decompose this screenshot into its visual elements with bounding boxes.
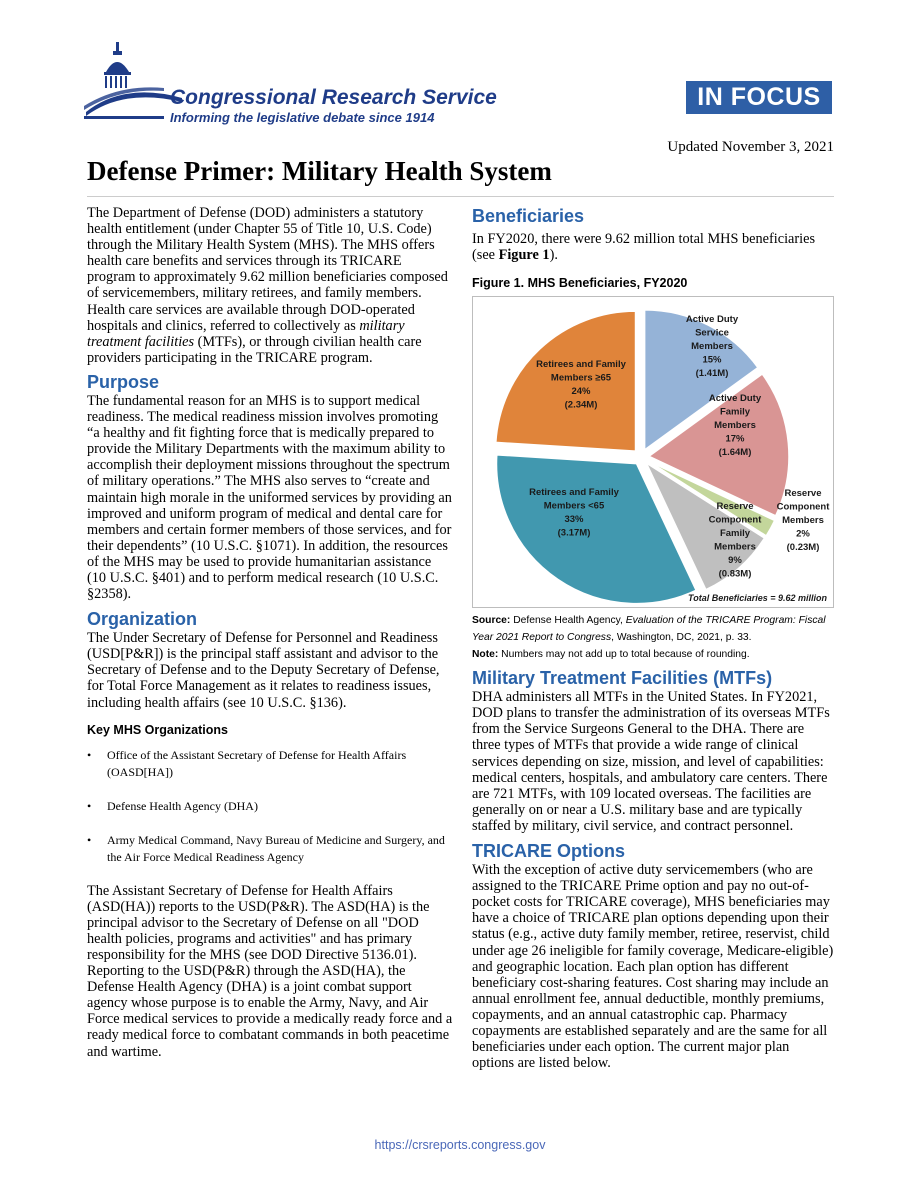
- footer-url-link[interactable]: https://crsreports.congress.gov: [374, 1138, 546, 1152]
- intro-paragraph: The Department of Defense (DOD) administers a statutory health entitlement (under Chapter 55 of Title 10, U.S. Code) through the Military Health System (MHS). The MHS offers health care benefits and services through its TRICARE program to approximately 9.62 million beneficiaries composed of servicemembers, military retirees, and family members. Health care services are available through DOD-operated hospitals and clinics, referred to collectively as military treatment facilities (MTFs), or through civilian health care providers participating in the TRICARE program.: [87, 205, 448, 366]
- purpose-paragraph: The fundamental reason for an MHS is to support medical readiness. The medical readiness mission involves promoting “a healthy and fit fighting force that is medically prepared to provide the Military Departments with the maximum ability to accomplish their deployment missions throughout the spectrum of military operations.” The MHS also serves to “create and maintain high morale in the uniformed services by providing an improved and uniform program of medical and dental care for members and certain former members of those services, and for their dependents” (10 U.S.C. §1071). In addition, the resources of the MHS may be used to provide humanitarian assistance (10 U.S.C. §401) and to perform medical research (10 U.S.C. §2358).: [87, 392, 452, 603]
- slice-label: Active Duty Family Members 17% (1.64M): [708, 393, 762, 459]
- figure-source: Source: Defense Health Agency, Evaluation of the TRICARE Program: Fiscal Year 2021 Report to Congress, Washington, DC, 2021, p. 33.: [472, 615, 826, 644]
- tricare-heading: TRICARE Options: [472, 841, 625, 862]
- mtf-term: military treatment facilities: [87, 317, 405, 350]
- org-name: Congressional Research Service: [170, 86, 497, 109]
- organization-heading: Organization: [87, 609, 198, 630]
- left-column: [87, 205, 453, 1060]
- figure-ref: Figure 1: [498, 247, 550, 264]
- pie-chart-box: [472, 296, 834, 608]
- mtf-paragraph: DHA administers all MTFs in the United States. In FY2021, DOD plans to transfer the administration of its overseas MTFs from the Service Surgeons General to the DHA. There are three types of MTFs that provide a wide range of clinical services depending on size, mission, and level of capabilities: medical centers, hospitals, and ambulatory care centers. There are 721 MTFs, with 109 located overseas. The facilities are generally on or near a U.S. military base and are typically staffed by military, civil service, and contract personnel.: [472, 689, 830, 834]
- title-divider: [87, 196, 834, 197]
- page-title: Defense Primer: Military Health System: [87, 156, 552, 186]
- slice-label: Retirees and Family Members ≥65 24% (2.34M): [536, 359, 626, 411]
- slice-label: Reserve Component Family Members 9% (0.83M): [708, 501, 762, 580]
- key-orgs-heading: Key MHS Organizations: [87, 722, 228, 737]
- figure-note: Note: Numbers may not add up to total because of rounding.: [472, 649, 750, 661]
- bullet-icon: •: [87, 798, 92, 813]
- list-item: • Defense Health Agency (DHA): [87, 798, 258, 813]
- slice-label: Retirees and Family Members <65 33% (3.17M): [529, 487, 619, 539]
- asd-paragraph: The Assistant Secretary of Defense for Health Affairs (ASD(HA)) reports to the USD(P&R). The ASD(HA) is the principal advisor to the Secretary of Defense on all "DOD health policies, programs and activities" and has primary responsibility for the MHS (see DOD Directive 5136.01). Reporting to the USD(P&R) through the ASD(HA), the Defense Health Agency (DHA) is a joint combat support agency whose purpose is to enable the Army, Navy, and Air Force medical services to provide a medically ready force and a ready medical force to combatant commands in both peacetime and wartime.: [87, 882, 453, 1060]
- list-item: • Office of the Assistant Secretary of Defense for Health Affairs (OASD[HA]): [87, 747, 407, 779]
- total-beneficiaries-label: Total Beneficiaries = 9.62 million: [688, 593, 827, 604]
- list-item: • Army Medical Command, Navy Bureau of Medicine and Surgery, and the Air Force Medical Readiness Agency: [87, 832, 445, 864]
- organization-paragraph: The Under Secretary of Defense for Personnel and Readiness (USD[P&R]) is the principal staff assistant and advisor to the Secretary of Defense and to the Deputy Secretary of Defense, for Total Force Management as it relates to readiness issues, including health affairs (see 10 U.S.C. §136).: [87, 630, 440, 711]
- beneficiaries-paragraph: In FY2020, there were 9.62 million total MHS beneficiaries (see Figure 1).: [472, 231, 816, 264]
- slice-label: Active Duty Service Members 15% (1.41M): [685, 314, 739, 380]
- updated-date: Updated November 3, 2021: [667, 139, 834, 155]
- in-focus-badge: IN FOCUS: [686, 81, 832, 114]
- tricare-paragraph: With the exception of active duty servicemembers (who are assigned to the TRICARE Prime option and pay no out-of-pocket costs for TRICARE coverage), MHS beneficiaries may have a choice of TRICARE plan options depending upon their status (e.g., active duty family member, retiree, reservist, child under age 26 ineligible for family coverage, Medicare-eligible) and geographic location. Each plan option has different beneficiary cost-sharing features. Cost sharing may include an annual enrollment fee, annual deductible, monthly premiums, copayments, and an annual catastrophic cap. Pharmacy copayments are established separately and are the same for all beneficiaries under each option. The current major plan options are listed below.: [472, 862, 834, 1072]
- beneficiaries-heading: Beneficiaries: [472, 206, 585, 226]
- pie-chart: [473, 297, 833, 607]
- key-orgs-list: [87, 747, 453, 866]
- bullet-icon: •: [87, 832, 92, 847]
- purpose-heading: Purpose: [87, 371, 160, 392]
- org-tagline: Informing the legislative debate since 1914: [170, 110, 435, 125]
- right-column: [472, 205, 834, 1071]
- slice-label: Reserve Component Members 2% (0.23M): [776, 488, 830, 554]
- figure-caption: Figure 1. MHS Beneficiaries, FY2020: [472, 276, 688, 291]
- bullet-icon: •: [87, 747, 92, 762]
- mtf-heading: Military Treatment Facilities (MTFs): [472, 668, 773, 689]
- capitol-dome-logo: [84, 42, 184, 120]
